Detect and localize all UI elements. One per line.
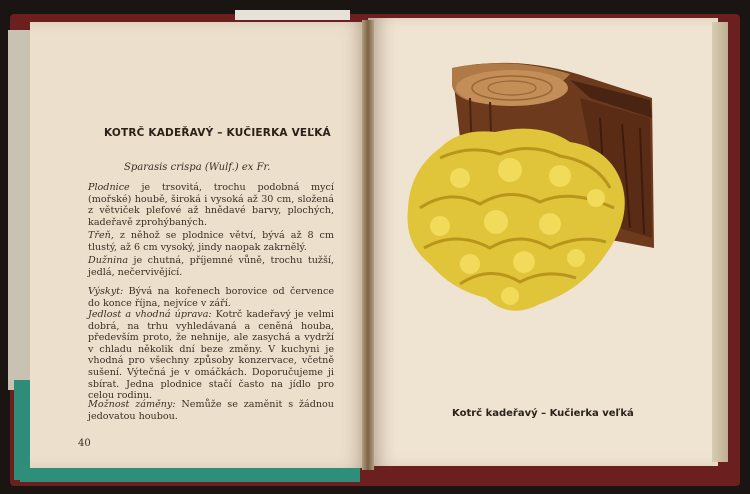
right-page-edge [712,22,728,462]
paragraph-zamena [88,399,334,422]
paragraph-label: Třeň, [88,230,114,241]
page-title: KOTRČ KADEŘAVÝ – KUČIERKA VEĽKÁ [104,127,331,139]
paragraph-vyskyt [88,286,334,309]
page-number: 40 [78,438,91,449]
paragraph-text: je trsovitá, trochu podobná mycí (mořské) houbě, široká i vysoká až 30 cm, složená z větviček plefové až hnědavé barvy, plochých, kadeřavě zprohýbaných. [88,182,334,228]
paragraph-text: Nemůže se zaměnit s žádnou jedovatou houbou. [88,399,334,422]
book-gutter [362,20,374,470]
paragraph-text: Kotrč kadeřavý je velmi dobrá, na trhu vyhledávaná a ceněná houba, především proto, že nehnije, ale zasychá a vydrží v chladu několik dní beze změny. V kuchyni je vhodná pro všechny způsoby konzervace, včetně sušení. Výtečná je v omáčkách. Doporučujeme ji sbírat. Jedna plodnice stačí často na jídlo pro celou rodinu. [88,309,334,402]
paragraph-label: Možnost záměny: [88,399,176,410]
paper-strip [235,10,350,20]
paragraph-duznina [88,255,334,278]
paragraph-text: z něhož se plodnice větví, bývá až 8 cm tlustý, až 6 cm vysoký, jindy naopak zakrnělý. [88,230,334,253]
paragraph-text: je chutná, příjemné vůně, trochu tužší, jedlá, nečervivějící. [88,255,334,278]
page-stack-edge [8,30,30,390]
paragraph-label: Výskyt: [88,286,124,297]
paragraph-text: Bývá na kořenech borovice od července do konce října, nejvíce v září. [88,286,334,309]
paragraph-jedlost [88,309,334,402]
mushroom-illustration [400,58,656,320]
illustration-caption: Kotrč kadeřavý – Kučierka veľká [452,408,634,419]
paragraph-tren [88,230,334,253]
paragraph-label: Dužnina [88,255,129,266]
paragraph-plodnice [88,182,334,228]
paragraph-label: Jedlost a vhodná úprava: [88,309,212,320]
latin-name: Sparasis crispa (Wulf.) ex Fr. [124,162,271,173]
paragraph-label: Plodnice [88,182,130,193]
green-book-base [20,466,360,482]
